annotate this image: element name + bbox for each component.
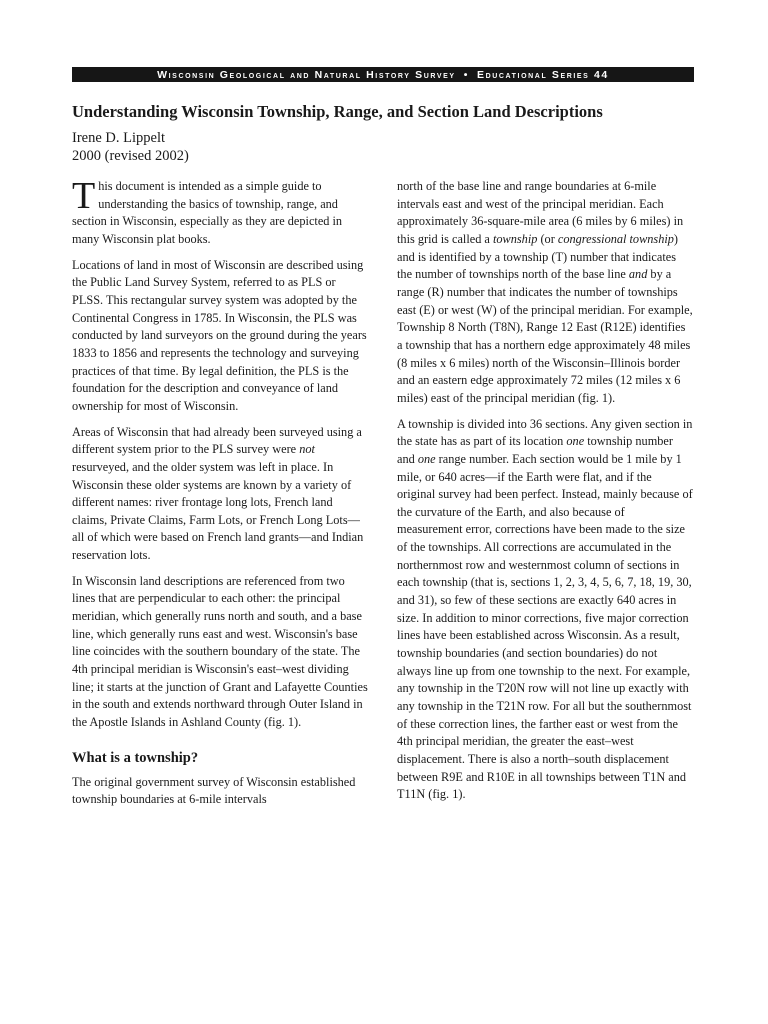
older-systems-paragraph: Areas of Wisconsin that had already been surveyed using a different system prior to the PLS survey were not resurveyed, and the older system was left in place. In Wisconsin these older systems are known by a variety of different names: river frontage long lots, French land claims, Private Claims, Farm Lots, or French Long Lots—all of which were based on French land grants—and Indian reservation lots. bbox=[72, 424, 364, 563]
township-paragraph-start: The original government survey of Wisconsin established township boundaries at 6-mile intervals bbox=[72, 774, 356, 807]
sections-paragraph: A township is divided into 36 sections. Any given section in the state has as part of its location one township number and one range number. Each section would be 1 mile by 1 mile, or 640 acres—if the Earth were flat, and if the original survey had been perfect. Instead, mainly because of the curvature of the Earth, and also because of measurement error, corrections have been made to the size of the townships. All corrections are accumulated in the northernmost row and westernmost column of sections in each township (that is, sections 1, 2, 3, 4, 5, 6, 7, 18, 19, 30, and 31), so few of these sections are exactly 640 acres in size. In addition to minor corrections, five major correction lines have been established across Wisconsin. As a result, township boundaries (and section boundaries) do not always line up from one township to the next. For example, any township in the T20N row will not line up exactly with any township in the T21N row. For all but the southernmost of these correction lines, the farther east or west from the 4th principal meridian, the greater the east–west displacement. There is also a north–south displacement between R9E and R10E in all townships between T1N and T11N (fig. 1). bbox=[397, 416, 693, 802]
right-column bbox=[397, 178, 693, 812]
reference-lines-paragraph: In Wisconsin land descriptions are referenced from two lines that are perpendicular to each other: the principal meridian, which generally runs north and south, and a base line, which generally runs east and west. Wisconsin's base line coincides with the southern boundary of the state. The 4th principal meridian is Wisconsin's east–west dividing line; it starts at the junction of Grant and Lafayette Counties in the south and extends northward through Outer Island in the Apostle Islands in Ashland County (fig. 1). bbox=[72, 573, 368, 730]
section-heading: What is a township? bbox=[72, 749, 199, 766]
drop-cap: T bbox=[72, 175, 96, 217]
left-column bbox=[72, 175, 368, 817]
banner-separator: • bbox=[463, 68, 469, 81]
intro-paragraph: This document is intended as a simple guide to understanding the basics of township, range, and section in Wisconsin, especially as they are depicted in many Wisconsin plat books. bbox=[72, 175, 343, 246]
series-name: Educational Series 44 bbox=[476, 68, 609, 81]
township-paragraph-continued: north of the base line and range boundaries at 6-mile intervals east and west of the principal meridian. Each approximately 36-square-mile area (6 miles by 6 miles) in this grid is called a township (or congressional township) and is identified by a township (T) number that indicates the number of townships north of the base line and by a range (R) number that indicates the number of townships east (E) or west (W) of the principal meridian. For example, Township 8 North (T8N), Range 12 East (R12E) identifies a township that has a northern edge approximately 48 miles (8 miles x 6 miles) north of the Wisconsin–Illinois border and an eastern edge approximately 72 miles (12 miles x 6 miles) east of the principal meridian (fig. 1). bbox=[397, 179, 693, 405]
author-name: Irene D. Lippelt bbox=[72, 130, 166, 146]
publisher-name: Wisconsin Geological and Natural History Survey bbox=[157, 68, 456, 81]
pls-paragraph: Locations of land in most of Wisconsin are described using the Public Land Survey System, referred to as PLS or PLSS. This rectangular survey system was adopted by the Continental Congress in 1785. In Wisconsin, the PLS was conducted by land surveyors on the ground during the years 1833 to 1856 and represents the technology and surveying practices of that time. By legal definition, the PLS is the foundation for the description and conveyance of land ownership for most of Wisconsin. bbox=[72, 257, 367, 413]
publication-date: 2000 (revised 2002) bbox=[72, 148, 189, 164]
document-title: Understanding Wisconsin Township, Range, and Section Land Descriptions bbox=[72, 102, 603, 121]
series-banner bbox=[72, 67, 694, 82]
